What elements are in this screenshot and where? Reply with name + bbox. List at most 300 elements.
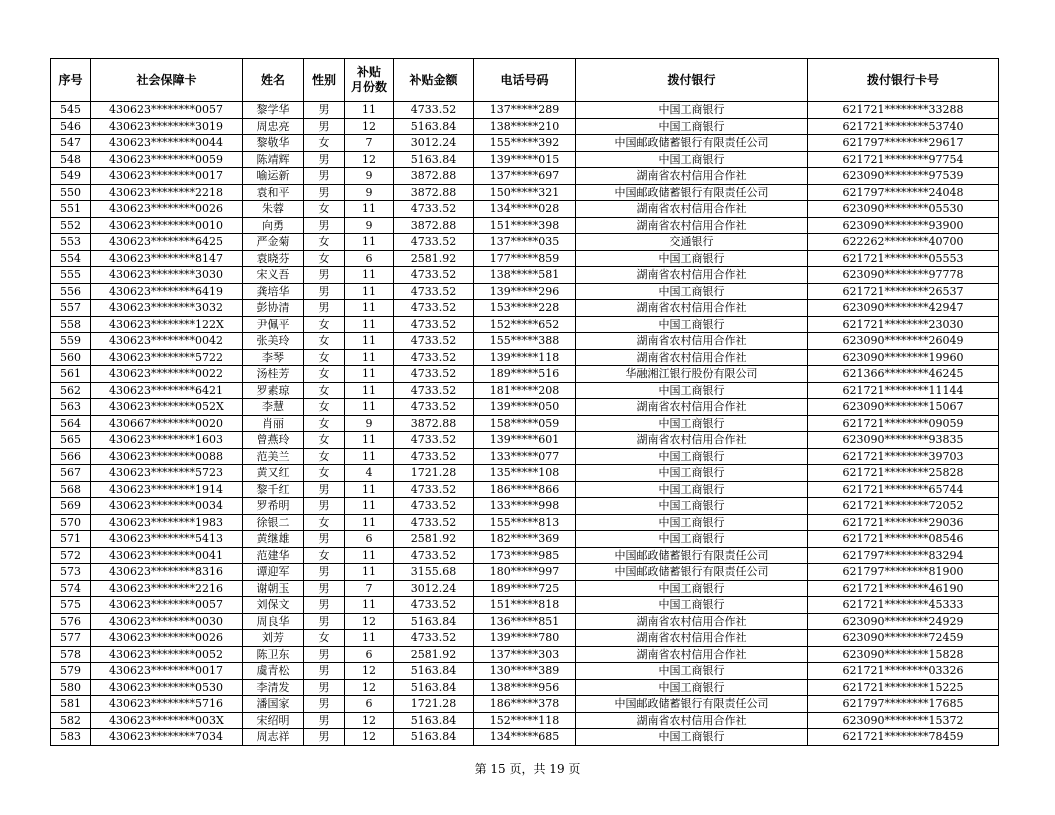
cell-amount: 5163.84: [394, 151, 474, 168]
header-months: [345, 59, 394, 102]
cell-seq: 557: [51, 300, 91, 317]
cell-phone: 134*****685: [474, 729, 576, 746]
cell-months: 11: [345, 300, 394, 317]
cell-gender: 男: [304, 118, 345, 135]
cell-gender: 男: [304, 729, 345, 746]
cell-amount: 4733.52: [394, 316, 474, 333]
cell-name: 喻运新: [243, 168, 304, 185]
cell-card: 430623********0044: [91, 135, 243, 152]
cell-bank: 湖南省农村信用合作社: [576, 432, 808, 449]
cell-gender: 男: [304, 712, 345, 729]
cell-bank: 湖南省农村信用合作社: [576, 217, 808, 234]
cell-amount: 4733.52: [394, 300, 474, 317]
cell-seq: 551: [51, 201, 91, 218]
cell-gender: 女: [304, 250, 345, 267]
cell-name: 黄继雄: [243, 531, 304, 548]
table-row: [51, 448, 999, 465]
cell-seq: 546: [51, 118, 91, 135]
subsidy-table: [50, 58, 999, 746]
cell-account: 621721********15225: [808, 679, 999, 696]
cell-months: 12: [345, 663, 394, 680]
cell-bank: 中国工商银行: [576, 151, 808, 168]
table-row: [51, 514, 999, 531]
cell-account: 623090********26049: [808, 333, 999, 350]
cell-seq: 572: [51, 547, 91, 564]
cell-account: 621721********09059: [808, 415, 999, 432]
cell-name: 范美兰: [243, 448, 304, 465]
cell-phone: 139*****050: [474, 399, 576, 416]
cell-account: 623090********97778: [808, 267, 999, 284]
cell-account: 623090********24929: [808, 613, 999, 630]
cell-seq: 554: [51, 250, 91, 267]
cell-months: 11: [345, 267, 394, 284]
cell-account: 623090********19960: [808, 349, 999, 366]
cell-amount: 4733.52: [394, 234, 474, 251]
cell-amount: 3872.88: [394, 415, 474, 432]
cell-account: 621721********26537: [808, 283, 999, 300]
cell-bank: 中国邮政储蓄银行有限责任公司: [576, 564, 808, 581]
cell-bank: 交通银行: [576, 234, 808, 251]
cell-amount: 3872.88: [394, 217, 474, 234]
cell-card: 430623********3019: [91, 118, 243, 135]
table-row: [51, 399, 999, 416]
cell-months: 9: [345, 184, 394, 201]
table-row: [51, 135, 999, 152]
table-row: [51, 498, 999, 515]
table-row: [51, 564, 999, 581]
cell-amount: 4733.52: [394, 201, 474, 218]
cell-phone: 155*****392: [474, 135, 576, 152]
cell-account: 621721********11144: [808, 382, 999, 399]
cell-seq: 562: [51, 382, 91, 399]
cell-account: 621721********33288: [808, 102, 999, 119]
cell-months: 11: [345, 366, 394, 383]
cell-bank: 中国工商银行: [576, 382, 808, 399]
table-row: [51, 366, 999, 383]
cell-amount: 3872.88: [394, 184, 474, 201]
table-row: [51, 234, 999, 251]
cell-months: 7: [345, 580, 394, 597]
cell-seq: 573: [51, 564, 91, 581]
table-row: [51, 217, 999, 234]
cell-account: 621721********05553: [808, 250, 999, 267]
table-row: [51, 250, 999, 267]
cell-phone: 139*****601: [474, 432, 576, 449]
header-row: [51, 59, 999, 102]
header-months-line1: 补贴: [356, 65, 381, 79]
cell-bank: 中国工商银行: [576, 729, 808, 746]
cell-months: 11: [345, 448, 394, 465]
cell-seq: 556: [51, 283, 91, 300]
cell-amount: 4733.52: [394, 382, 474, 399]
cell-phone: 137*****035: [474, 234, 576, 251]
cell-account: 623090********15828: [808, 646, 999, 663]
cell-account: 623090********15067: [808, 399, 999, 416]
cell-name: 袁晓芬: [243, 250, 304, 267]
cell-bank: 中国工商银行: [576, 531, 808, 548]
cell-amount: 4733.52: [394, 630, 474, 647]
cell-months: 6: [345, 531, 394, 548]
cell-account: 621721********65744: [808, 481, 999, 498]
table-row: [51, 531, 999, 548]
table-row: [51, 729, 999, 746]
table-row: [51, 547, 999, 564]
cell-gender: 女: [304, 382, 345, 399]
cell-gender: 男: [304, 663, 345, 680]
cell-account: 621721********23030: [808, 316, 999, 333]
cell-seq: 563: [51, 399, 91, 416]
cell-phone: 152*****118: [474, 712, 576, 729]
cell-gender: 男: [304, 597, 345, 614]
cell-bank: 中国工商银行: [576, 415, 808, 432]
cell-months: 12: [345, 151, 394, 168]
table-row: [51, 432, 999, 449]
cell-amount: 4733.52: [394, 102, 474, 119]
cell-amount: 3012.24: [394, 580, 474, 597]
cell-bank: 湖南省农村信用合作社: [576, 646, 808, 663]
cell-name: 汤桂芳: [243, 366, 304, 383]
cell-name: 宋义吾: [243, 267, 304, 284]
cell-phone: 155*****388: [474, 333, 576, 350]
header-account: 拨付银行卡号: [808, 59, 999, 102]
table-row: [51, 283, 999, 300]
cell-name: 刘芳: [243, 630, 304, 647]
table-row: [51, 415, 999, 432]
cell-bank: 湖南省农村信用合作社: [576, 300, 808, 317]
table-row: [51, 267, 999, 284]
cell-bank: 中国工商银行: [576, 316, 808, 333]
cell-bank: 中国工商银行: [576, 448, 808, 465]
table-row: [51, 481, 999, 498]
cell-months: 4: [345, 465, 394, 482]
table-row: [51, 712, 999, 729]
cell-months: 12: [345, 613, 394, 630]
cell-seq: 552: [51, 217, 91, 234]
cell-card: 430623********6421: [91, 382, 243, 399]
cell-amount: 5163.84: [394, 729, 474, 746]
cell-account: 621797********83294: [808, 547, 999, 564]
cell-phone: 180*****997: [474, 564, 576, 581]
cell-phone: 173*****985: [474, 547, 576, 564]
cell-account: 623090********42947: [808, 300, 999, 317]
table-row: [51, 184, 999, 201]
cell-amount: 3155.68: [394, 564, 474, 581]
cell-gender: 女: [304, 514, 345, 531]
cell-months: 11: [345, 481, 394, 498]
cell-name: 李琴: [243, 349, 304, 366]
cell-card: 430623********2216: [91, 580, 243, 597]
header-phone: 电话号码: [474, 59, 576, 102]
cell-seq: 553: [51, 234, 91, 251]
cell-months: 9: [345, 168, 394, 185]
cell-phone: 138*****581: [474, 267, 576, 284]
cell-bank: 中国工商银行: [576, 250, 808, 267]
cell-months: 11: [345, 547, 394, 564]
cell-amount: 4733.52: [394, 432, 474, 449]
cell-bank: 中国邮政储蓄银行有限责任公司: [576, 547, 808, 564]
cell-months: 6: [345, 696, 394, 713]
cell-amount: 4733.52: [394, 366, 474, 383]
cell-seq: 566: [51, 448, 91, 465]
cell-amount: 4733.52: [394, 514, 474, 531]
cell-name: 陈靖辉: [243, 151, 304, 168]
cell-name: 陈卫东: [243, 646, 304, 663]
cell-account: 621721********78459: [808, 729, 999, 746]
cell-gender: 男: [304, 102, 345, 119]
cell-seq: 565: [51, 432, 91, 449]
cell-seq: 549: [51, 168, 91, 185]
cell-gender: 女: [304, 630, 345, 647]
cell-amount: 2581.92: [394, 646, 474, 663]
cell-seq: 580: [51, 679, 91, 696]
cell-gender: 男: [304, 481, 345, 498]
cell-card: 430623********0052: [91, 646, 243, 663]
cell-seq: 545: [51, 102, 91, 119]
cell-gender: 男: [304, 613, 345, 630]
cell-bank: 湖南省农村信用合作社: [576, 201, 808, 218]
cell-card: 430623********6419: [91, 283, 243, 300]
cell-months: 11: [345, 564, 394, 581]
table-body: [51, 102, 999, 746]
cell-account: 621721********39703: [808, 448, 999, 465]
cell-phone: 139*****118: [474, 349, 576, 366]
cell-name: 龚培华: [243, 283, 304, 300]
cell-months: 12: [345, 679, 394, 696]
cell-name: 袁和平: [243, 184, 304, 201]
cell-bank: 中国工商银行: [576, 514, 808, 531]
cell-amount: 4733.52: [394, 547, 474, 564]
cell-bank: 湖南省农村信用合作社: [576, 333, 808, 350]
cell-phone: 139*****015: [474, 151, 576, 168]
cell-bank: 中国工商银行: [576, 102, 808, 119]
cell-card: 430623********5716: [91, 696, 243, 713]
cell-bank: 湖南省农村信用合作社: [576, 399, 808, 416]
cell-amount: 4733.52: [394, 481, 474, 498]
cell-bank: 湖南省农村信用合作社: [576, 267, 808, 284]
cell-name: 黎学华: [243, 102, 304, 119]
cell-account: 621797********17685: [808, 696, 999, 713]
cell-seq: 583: [51, 729, 91, 746]
cell-card: 430623********1603: [91, 432, 243, 449]
cell-bank: 中国工商银行: [576, 465, 808, 482]
cell-seq: 555: [51, 267, 91, 284]
cell-account: 621721********46190: [808, 580, 999, 597]
table-row: [51, 382, 999, 399]
cell-seq: 574: [51, 580, 91, 597]
table-row: [51, 333, 999, 350]
cell-name: 宋绍明: [243, 712, 304, 729]
cell-months: 11: [345, 333, 394, 350]
cell-gender: 男: [304, 300, 345, 317]
cell-card: 430623********122X: [91, 316, 243, 333]
cell-account: 621797********24048: [808, 184, 999, 201]
cell-seq: 550: [51, 184, 91, 201]
cell-card: 430623********052X: [91, 399, 243, 416]
cell-name: 潘国家: [243, 696, 304, 713]
cell-gender: 男: [304, 531, 345, 548]
table-row: [51, 300, 999, 317]
cell-gender: 女: [304, 333, 345, 350]
cell-months: 11: [345, 514, 394, 531]
cell-phone: 134*****028: [474, 201, 576, 218]
cell-name: 刘保文: [243, 597, 304, 614]
cell-name: 范建华: [243, 547, 304, 564]
cell-card: 430623********0057: [91, 597, 243, 614]
cell-seq: 567: [51, 465, 91, 482]
cell-name: 谢朝玉: [243, 580, 304, 597]
cell-months: 11: [345, 597, 394, 614]
cell-seq: 579: [51, 663, 91, 680]
cell-card: 430623********0041: [91, 547, 243, 564]
cell-account: 621721********97754: [808, 151, 999, 168]
cell-card: 430623********0026: [91, 630, 243, 647]
cell-name: 李慧: [243, 399, 304, 416]
cell-gender: 男: [304, 267, 345, 284]
cell-name: 周志祥: [243, 729, 304, 746]
cell-account: 621721********08546: [808, 531, 999, 548]
table-row: [51, 349, 999, 366]
cell-bank: 华融湘江银行股份有限公司: [576, 366, 808, 383]
cell-bank: 湖南省农村信用合作社: [576, 349, 808, 366]
cell-amount: 1721.28: [394, 465, 474, 482]
cell-phone: 158*****059: [474, 415, 576, 432]
cell-months: 9: [345, 217, 394, 234]
cell-card: 430623********0530: [91, 679, 243, 696]
cell-gender: 女: [304, 448, 345, 465]
cell-card: 430623********0017: [91, 168, 243, 185]
cell-months: 11: [345, 349, 394, 366]
cell-card: 430623********5723: [91, 465, 243, 482]
cell-phone: 150*****321: [474, 184, 576, 201]
cell-seq: 561: [51, 366, 91, 383]
cell-seq: 576: [51, 613, 91, 630]
cell-months: 12: [345, 712, 394, 729]
cell-bank: 中国工商银行: [576, 580, 808, 597]
table-row: [51, 168, 999, 185]
cell-name: 肖丽: [243, 415, 304, 432]
table-row: [51, 630, 999, 647]
cell-card: 430623********3030: [91, 267, 243, 284]
table-row: [51, 613, 999, 630]
cell-card: 430623********1983: [91, 514, 243, 531]
cell-months: 6: [345, 646, 394, 663]
cell-seq: 559: [51, 333, 91, 350]
cell-amount: 5163.84: [394, 613, 474, 630]
cell-gender: 女: [304, 399, 345, 416]
cell-amount: 4733.52: [394, 448, 474, 465]
cell-seq: 548: [51, 151, 91, 168]
cell-name: 张美玲: [243, 333, 304, 350]
cell-bank: 中国工商银行: [576, 283, 808, 300]
cell-phone: 186*****866: [474, 481, 576, 498]
cell-amount: 4733.52: [394, 333, 474, 350]
table-row: [51, 118, 999, 135]
cell-months: 11: [345, 201, 394, 218]
cell-months: 11: [345, 283, 394, 300]
cell-gender: 男: [304, 696, 345, 713]
cell-bank: 湖南省农村信用合作社: [576, 712, 808, 729]
cell-bank: 湖南省农村信用合作社: [576, 168, 808, 185]
header-gender: 性别: [304, 59, 345, 102]
cell-gender: 男: [304, 564, 345, 581]
cell-card: 430623********0034: [91, 498, 243, 515]
cell-name: 虞青松: [243, 663, 304, 680]
cell-card: 430623********2218: [91, 184, 243, 201]
table-row: [51, 696, 999, 713]
cell-phone: 137*****289: [474, 102, 576, 119]
cell-amount: 4733.52: [394, 498, 474, 515]
cell-phone: 135*****108: [474, 465, 576, 482]
cell-bank: 中国工商银行: [576, 118, 808, 135]
cell-name: 向勇: [243, 217, 304, 234]
cell-months: 11: [345, 399, 394, 416]
cell-account: 621797********81900: [808, 564, 999, 581]
cell-phone: 186*****378: [474, 696, 576, 713]
cell-phone: 136*****851: [474, 613, 576, 630]
cell-name: 严金菊: [243, 234, 304, 251]
cell-amount: 4733.52: [394, 283, 474, 300]
cell-bank: 中国工商银行: [576, 679, 808, 696]
cell-bank: 中国工商银行: [576, 663, 808, 680]
cell-card: 430623********3032: [91, 300, 243, 317]
cell-name: 李清发: [243, 679, 304, 696]
cell-card: 430623********0026: [91, 201, 243, 218]
cell-months: 11: [345, 382, 394, 399]
cell-phone: 137*****697: [474, 168, 576, 185]
cell-months: 12: [345, 729, 394, 746]
cell-phone: 151*****818: [474, 597, 576, 614]
cell-phone: 139*****296: [474, 283, 576, 300]
table-header: [51, 59, 999, 102]
cell-account: 621721********72052: [808, 498, 999, 515]
cell-gender: 女: [304, 547, 345, 564]
cell-account: 621721********29036: [808, 514, 999, 531]
cell-amount: 4733.52: [394, 349, 474, 366]
cell-card: 430623********0017: [91, 663, 243, 680]
table-row: [51, 201, 999, 218]
table-row: [51, 580, 999, 597]
cell-name: 彭协清: [243, 300, 304, 317]
table-row: [51, 465, 999, 482]
cell-account: 621797********29617: [808, 135, 999, 152]
header-bank: 拨付银行: [576, 59, 808, 102]
cell-months: 7: [345, 135, 394, 152]
cell-seq: 568: [51, 481, 91, 498]
cell-amount: 5163.84: [394, 118, 474, 135]
cell-phone: 152*****652: [474, 316, 576, 333]
cell-phone: 182*****369: [474, 531, 576, 548]
cell-phone: 139*****780: [474, 630, 576, 647]
cell-amount: 3872.88: [394, 168, 474, 185]
cell-gender: 女: [304, 432, 345, 449]
cell-phone: 138*****956: [474, 679, 576, 696]
cell-gender: 男: [304, 498, 345, 515]
cell-name: 罗希明: [243, 498, 304, 515]
cell-account: 621721********25828: [808, 465, 999, 482]
table-row: [51, 102, 999, 119]
cell-card: 430623********0088: [91, 448, 243, 465]
table-row: [51, 679, 999, 696]
cell-name: 谭迎军: [243, 564, 304, 581]
cell-gender: 男: [304, 646, 345, 663]
cell-name: 周忠亮: [243, 118, 304, 135]
cell-months: 6: [345, 250, 394, 267]
cell-amount: 4733.52: [394, 399, 474, 416]
cell-seq: 560: [51, 349, 91, 366]
cell-phone: 155*****813: [474, 514, 576, 531]
cell-amount: 1721.28: [394, 696, 474, 713]
cell-card: 430623********8147: [91, 250, 243, 267]
